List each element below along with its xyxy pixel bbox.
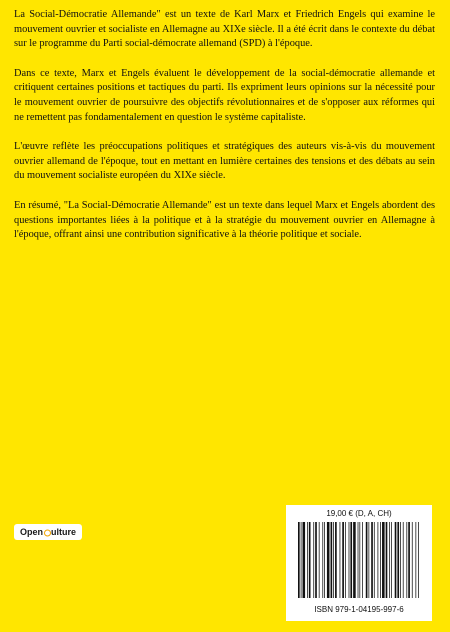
barcode-bar xyxy=(400,522,401,598)
barcode-bar xyxy=(362,522,363,598)
barcode-bar xyxy=(359,522,360,598)
barcode-bar xyxy=(349,522,350,598)
description-paragraph-2: Dans ce texte, Marx et Engels évaluent le développement de la social-démocratie allemande et critiquent certaines positions et tactiques du parti. Ils expriment leurs opinions sur la nécessité pour le mouvement ouvrier de poursuivre des objectifs révolutionnaires et de s'opposer aux réformes qui ne remettent pas fondamentalement en question le système capitaliste. xyxy=(14,67,435,123)
price-label: 19,00 € (D, A, CH) xyxy=(326,509,392,518)
barcode-bar xyxy=(313,522,314,598)
description-paragraph-3: L'œuvre reflète les préoccupations politiques et stratégiques des auteurs vis-à-vis du mouvement ouvrier allemand de l'époque, tout en mettant en lumière certaines des tensions et des débats au sein du mouvement socialiste européen du XIXe siècle. xyxy=(14,141,435,182)
barcode-bar xyxy=(319,522,320,598)
barcode-bar xyxy=(418,522,419,598)
publisher-logo xyxy=(14,524,82,540)
barcode xyxy=(298,522,420,598)
barcode-bar xyxy=(303,522,306,598)
barcode-bar xyxy=(331,522,333,598)
barcode-bar xyxy=(415,522,416,598)
barcode-bar xyxy=(309,522,311,598)
barcode-bar xyxy=(403,522,404,598)
barcode-bar xyxy=(345,522,346,598)
barcode-bar xyxy=(322,522,323,598)
barcode-bar xyxy=(353,522,356,598)
barcode-bar xyxy=(301,522,302,598)
publisher-logo-text-start: Open xyxy=(20,527,44,537)
barcode-bar xyxy=(368,522,369,598)
barcode-bar xyxy=(340,522,341,598)
description-paragraph-4: En résumé, "La Social-Démocratie Allemande" est un texte dans lequel Marx et Engels abordent des questions importantes liées à la politique et à la stratégie du mouvement ouvrier en Allemagne à l'époque, offrant ainsi une contribution significative à la théorie politique et sociale. xyxy=(14,199,435,241)
barcode-bar xyxy=(335,522,337,598)
barcode-bar xyxy=(327,522,330,598)
description-text xyxy=(14,8,435,258)
barcode-bar xyxy=(333,522,334,598)
barcode-bar xyxy=(397,522,399,598)
publisher-logo-text-end: ulture xyxy=(51,527,77,537)
barcode-bar xyxy=(371,522,373,598)
barcode-bar xyxy=(380,522,381,598)
barcode-bar xyxy=(386,522,388,598)
description-paragraph-1: La Social-Démocratie Allemande" est un texte de Karl Marx et Friedrich Engels qui examine le mouvement ouvrier et socialiste en Allemagne au XIXe siècle. Il a été écrit dans le contexte du débat sur le programme du Parti social-démocrate allemand (SPD) à l'époque. xyxy=(14,9,435,50)
barcode-bar xyxy=(412,522,413,598)
barcode-bar xyxy=(358,522,359,598)
barcode-bar xyxy=(307,522,308,598)
barcode-bar xyxy=(382,522,385,598)
barcode-bar xyxy=(298,522,300,598)
barcode-bar xyxy=(374,522,375,598)
barcode-panel xyxy=(286,505,432,621)
barcode-bar xyxy=(391,522,392,598)
barcode-bar xyxy=(406,522,407,598)
barcode-bar xyxy=(389,522,390,598)
barcode-bar xyxy=(315,522,317,598)
barcode-bar xyxy=(350,522,352,598)
barcode-bar xyxy=(395,522,397,598)
isbn-label: ISBN 979-1-04195-997-6 xyxy=(314,605,404,614)
barcode-bar xyxy=(324,522,325,598)
barcode-bar xyxy=(366,522,368,598)
barcode-bar xyxy=(408,522,410,598)
barcode-bar xyxy=(378,522,379,598)
barcode-bar xyxy=(342,522,344,598)
publisher-logo-ring-icon xyxy=(44,529,51,536)
